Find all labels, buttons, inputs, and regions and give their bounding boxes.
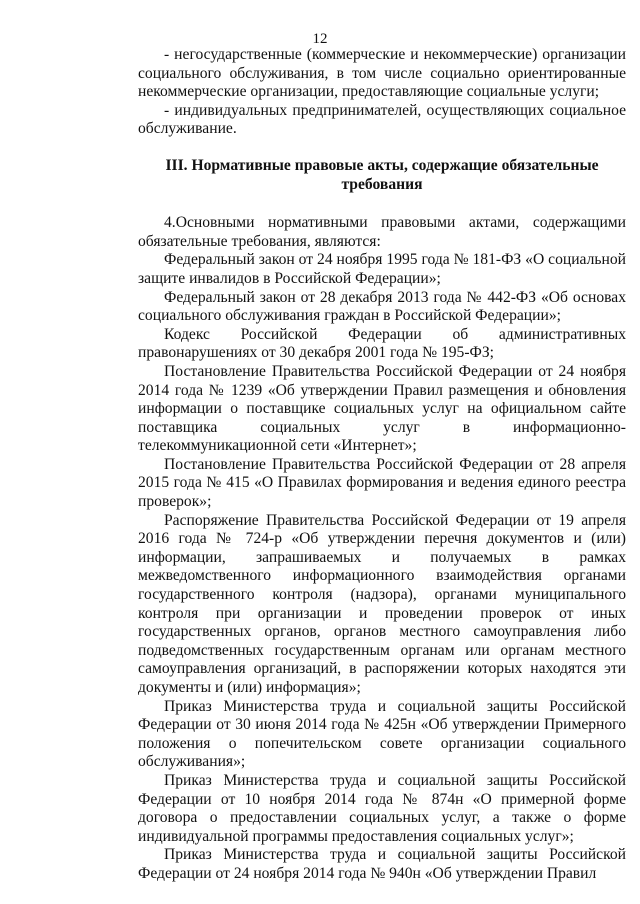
paragraph-order-425n: Приказ Министерства труда и социальной защиты Российской Федерации от 30 июня 2014 года № 425н «Об утверждении Примерного положения о попечительском совете организации социального обслуживания»; bbox=[138, 697, 626, 771]
paragraph-decree-1239: Постановление Правительства Российской Федерации от 24 ноября 2014 года № 1239 «Об утверждении Правил размещения и обновления информации о поставщике социальных услуг на официальном сайте поставщика социальных услуг в информационно-телекоммуникационной сети «Интернет»; bbox=[138, 362, 626, 455]
paragraph-order-940n: Приказ Министерства труда и социальной защиты Российской Федерации от 24 ноября 2014 года № 940н «Об утверждении Правил bbox=[138, 846, 626, 882]
paragraph-entrepreneurs: - индивидуальных предпринимателей, осуществляющих социальное обслуживание. bbox=[138, 101, 626, 138]
paragraph-order-874n: Приказ Министерства труда и социальной защиты Российской Федерации от 10 ноября 2014 года № 874н «О примерной форме договора о предоставлении социальных услуг, а также о форме индивидуальной программы предоставления социальных услуг»; bbox=[138, 771, 626, 845]
paragraph-intro: 4.Основными нормативными правовыми актами, содержащими обязательные требования, являются: bbox=[138, 214, 626, 250]
paragraph-law-442: Федеральный закон от 28 декабря 2013 года № 442-ФЗ «Об основах социального обслуживания граждан в Российской Федерации»; bbox=[138, 288, 626, 325]
page-number: 12 bbox=[312, 31, 328, 47]
paragraph-law-181: Федеральный закон от 24 ноября 1995 года № 181-ФЗ «О социальной защите инвалидов в Российской Федерации»; bbox=[138, 251, 626, 287]
section-heading: III. Нормативные правовые акты, содержащие обязательные требования bbox=[165, 156, 599, 193]
paragraph-org-types: - негосударственные (коммерческие и некоммерческие) организации социального обслуживания, в том числе социально ориентированные некоммерческие организации, предоставляющие социальные услуги; bbox=[138, 46, 626, 101]
document-body bbox=[138, 46, 626, 884]
paragraph-decree-415: Постановление Правительства Российской Федерации от 28 апреля 2015 года № 415 «О Правилах формирования и ведения единого реестра проверок»; bbox=[138, 455, 626, 511]
paragraph-koap: Кодекс Российской Федерации об административных правонарушениях от 30 декабря 2001 года № 195-ФЗ; bbox=[138, 325, 626, 362]
paragraph-order-724r: Распоряжение Правительства Российской Федерации от 19 апреля 2016 года № 724-р «Об утверждении перечня документов и (или) информации, запрашиваемых и получаемых в рамках межведомственного информационного взаимодействия органами государственного контроля (надзора), органами муниципального контроля при организации и проведении проверок от иных государственных органов, органов местного самоуправления либо подведомственных государственным органам или органам местного самоуправления организаций, в распоряжении которых находятся эти документы и (или) информация»; bbox=[138, 511, 626, 696]
